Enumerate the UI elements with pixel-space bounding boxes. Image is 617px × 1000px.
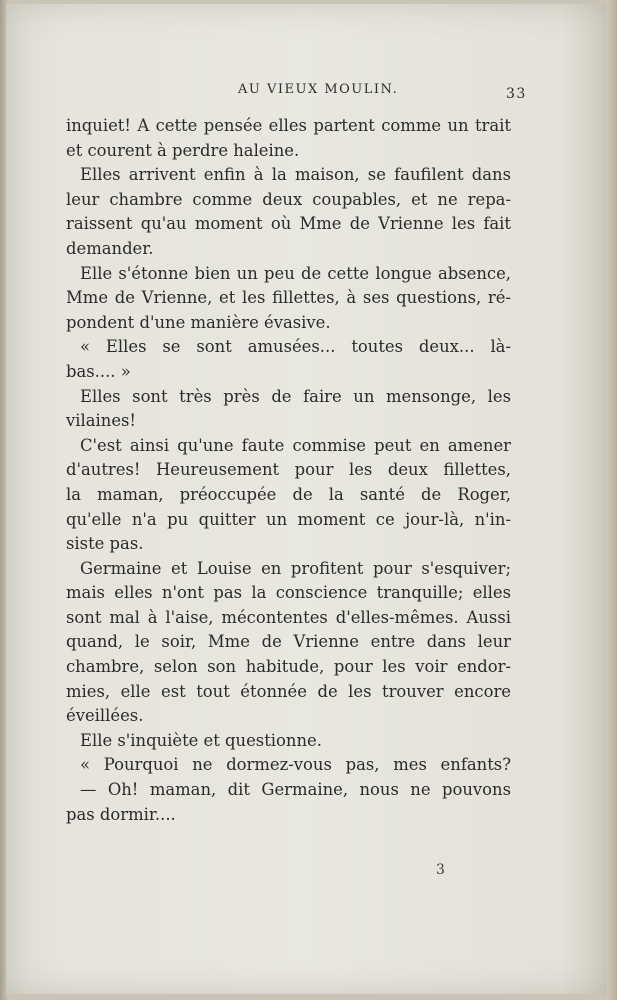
text-line: Germaine et Louise en profitent pour s'esquiver; xyxy=(80,558,511,578)
page-edge xyxy=(607,0,617,1000)
text-line: inquiet! A cette pensée elles partent comme un trait xyxy=(66,116,511,135)
text-line: d'autres! Heureusement pour les deux fillettes, xyxy=(66,460,511,480)
text-line: Elles sont très près de faire un mensonge, les xyxy=(80,386,511,406)
text-line: Elle s'inquiète et questionne. xyxy=(80,730,322,750)
text-line: siste pas. xyxy=(66,534,144,554)
text-line: raissent qu'au moment où Mme de Vrienne les fait xyxy=(66,214,511,234)
text-line: demander. xyxy=(66,238,154,258)
text-line: mais elles n'ont pas la conscience tranquille; elles xyxy=(66,583,511,603)
text-line: quand, le soir, Mme de Vrienne entre dans leur xyxy=(66,632,511,652)
text-line: sont mal à l'aise, mécontentes d'elles-mêmes. Aussi xyxy=(66,607,511,627)
text-line: Elles arrivent enfin à la maison, se faufilent dans xyxy=(80,165,511,185)
text-line: mies, elle est tout étonnée de les trouver encore xyxy=(66,681,511,701)
body-text xyxy=(66,114,511,827)
text-line: C'est ainsi qu'une faute commise peut en amener xyxy=(80,435,511,455)
text-line: « Pourquoi ne dormez-vous pas, mes enfants? xyxy=(80,755,511,775)
text-line: Mme de Vrienne, et les fillettes, à ses questions, ré- xyxy=(66,288,511,308)
signature-mark: 3 xyxy=(436,862,445,878)
running-title: AU VIEUX MOULIN. xyxy=(238,82,399,97)
text-line: bas.... » xyxy=(66,361,131,381)
text-line: éveillées. xyxy=(66,706,144,726)
text-line: qu'elle n'a pu quitter un moment ce jour-là, n'in- xyxy=(66,509,511,529)
text-line: et courent à perdre haleine. xyxy=(66,140,300,160)
page-number: 33 xyxy=(506,86,527,102)
text-line: la maman, préoccupée de la santé de Roger, xyxy=(66,484,511,504)
text-line: leur chambre comme deux coupables, et ne repa- xyxy=(66,189,511,209)
text-line: pondent d'une manière évasive. xyxy=(66,312,331,332)
text-line: chambre, selon son habitude, pour les voir endor- xyxy=(66,657,511,677)
text-line: Elle s'étonne bien un peu de cette longue absence, xyxy=(80,263,511,283)
text-line: — Oh! maman, dit Germaine, nous ne pouvons xyxy=(80,780,511,800)
text-line: vilaines! xyxy=(66,411,137,431)
text-line: pas dormir.... xyxy=(66,804,176,824)
text-line: « Elles se sont amusées... toutes deux... là- xyxy=(80,337,511,357)
